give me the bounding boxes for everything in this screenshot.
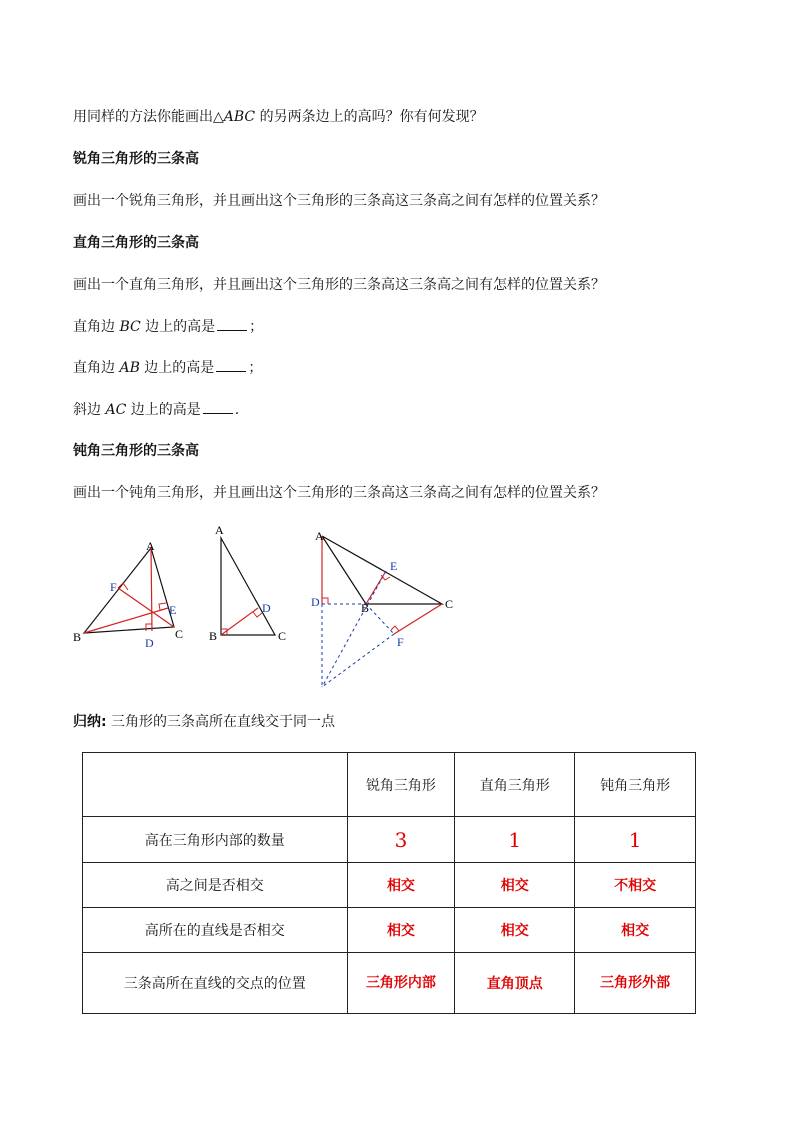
table-row [83, 953, 696, 1014]
table-header-row [83, 753, 696, 817]
right-angle-mark [322, 598, 328, 604]
extension-f-down [322, 634, 394, 687]
label-f: F [110, 580, 117, 594]
label-b: B [361, 601, 370, 615]
table-cell: 不相交 [575, 863, 696, 908]
table-cell: 三角形外部 [575, 953, 696, 1014]
triangle-figures [60, 515, 480, 695]
label-b: B [73, 630, 82, 644]
table-cell: 相交 [455, 908, 575, 953]
altitude-be [366, 571, 386, 604]
prompt-right: 画出一个直角三角形，并且画出这个三角形的三条高这三条高之间有怎样的位置关系？ [73, 277, 605, 293]
answer-blank[interactable] [203, 401, 233, 414]
side-ac: AC [105, 402, 127, 418]
table-cell: 相交 [575, 908, 696, 953]
label-c: C [175, 627, 184, 641]
question-intro [73, 106, 484, 126]
label-a: A [146, 539, 155, 553]
fill-ac-prefix: 斜边 [73, 402, 106, 418]
label-a: A [315, 529, 324, 543]
summary-label: 归纳: [73, 714, 107, 730]
label-d: D [262, 601, 271, 615]
side-bc: BC [119, 319, 141, 335]
answer-blank[interactable] [216, 359, 246, 372]
table-cell: 相交 [347, 863, 455, 908]
altitude-cf [118, 588, 177, 627]
fill-bc [73, 316, 263, 336]
fill-ab-end: ； [248, 360, 263, 376]
summary-line [73, 711, 335, 731]
fill-bc-end: ； [249, 319, 264, 335]
label-d: D [145, 636, 154, 650]
table-row [83, 908, 696, 953]
obtuse-triangle-figure [311, 529, 453, 687]
side-ab: AB [119, 360, 140, 376]
table-cell: 3 [347, 817, 455, 863]
altitude-ad [151, 548, 152, 631]
table-cell: 1 [575, 817, 696, 863]
label-b: B [209, 629, 218, 643]
extension-bf [366, 604, 394, 634]
right-triangle-figure [209, 523, 286, 643]
heading-acute: 锐角三角形的三条高 [73, 151, 199, 167]
heading-right: 直角三角形的三条高 [73, 235, 199, 251]
right-triangle-outline [221, 538, 275, 635]
label-c: C [278, 629, 287, 643]
acute-triangle-outline [84, 548, 177, 633]
table-cell: 相交 [455, 863, 575, 908]
table-row [83, 817, 696, 863]
table-cell: 直角顶点 [455, 953, 575, 1014]
label-d: D [311, 595, 320, 609]
fill-ab-text: 边上的高是 [139, 360, 215, 376]
acute-triangle-figure [73, 539, 183, 650]
label-c: C [445, 597, 454, 611]
question-text-b: 的另两条边上的高吗？你有何发现？ [255, 109, 484, 125]
fill-ab [73, 357, 262, 377]
fill-ab-prefix: 直角边 [73, 360, 120, 376]
right-angle-mark [146, 624, 152, 631]
fill-ac [73, 399, 239, 419]
altitude-be [84, 608, 168, 633]
right-angle-mark [253, 612, 262, 617]
table-header-cell [83, 753, 348, 817]
extension-e-down [322, 571, 386, 687]
fill-bc-prefix: 直角边 [73, 319, 120, 335]
question-text-a: 用同样的方法你能画出 [73, 109, 213, 125]
label-a: A [215, 523, 224, 537]
prompt-obtuse: 画出一个钝角三角形，并且画出这个三角形的三条高这三条高之间有怎样的位置关系？ [73, 485, 605, 501]
fill-ac-end: . [234, 402, 240, 418]
table-cell: 1 [455, 817, 575, 863]
row-label: 三条高所在直线的交点的位置 [83, 953, 348, 1014]
table-cell: 相交 [347, 908, 455, 953]
obtuse-triangle-outline [322, 536, 442, 604]
answer-blank[interactable] [217, 318, 247, 331]
label-f: F [397, 635, 404, 649]
table-cell: 三角形内部 [347, 953, 455, 1014]
summary-text: 三角形的三条高所在直线交于同一点 [106, 714, 336, 730]
fill-ac-text: 边上的高是 [126, 402, 201, 418]
row-label: 高所在的直线是否相交 [83, 908, 348, 953]
table-header-cell: 钝角三角形 [575, 753, 696, 817]
right-angle-mark [391, 626, 399, 631]
table-header-cell: 直角三角形 [455, 753, 575, 817]
altitude-cf [394, 604, 442, 634]
table-header-cell: 锐角三角形 [347, 753, 455, 817]
label-e: E [169, 603, 177, 617]
row-label: 高在三角形内部的数量 [83, 817, 348, 863]
table-row [83, 863, 696, 908]
heading-obtuse: 钝角三角形的三条高 [73, 443, 199, 459]
prompt-acute: 画出一个锐角三角形，并且画出这个三角形的三条高这三条高之间有怎样的位置关系？ [73, 193, 605, 209]
label-e: E [390, 559, 398, 573]
summary-table [82, 752, 696, 1014]
triangle-symbol: △ABC [213, 109, 256, 125]
fill-bc-text: 边上的高是 [140, 319, 216, 335]
row-label: 高之间是否相交 [83, 863, 348, 908]
